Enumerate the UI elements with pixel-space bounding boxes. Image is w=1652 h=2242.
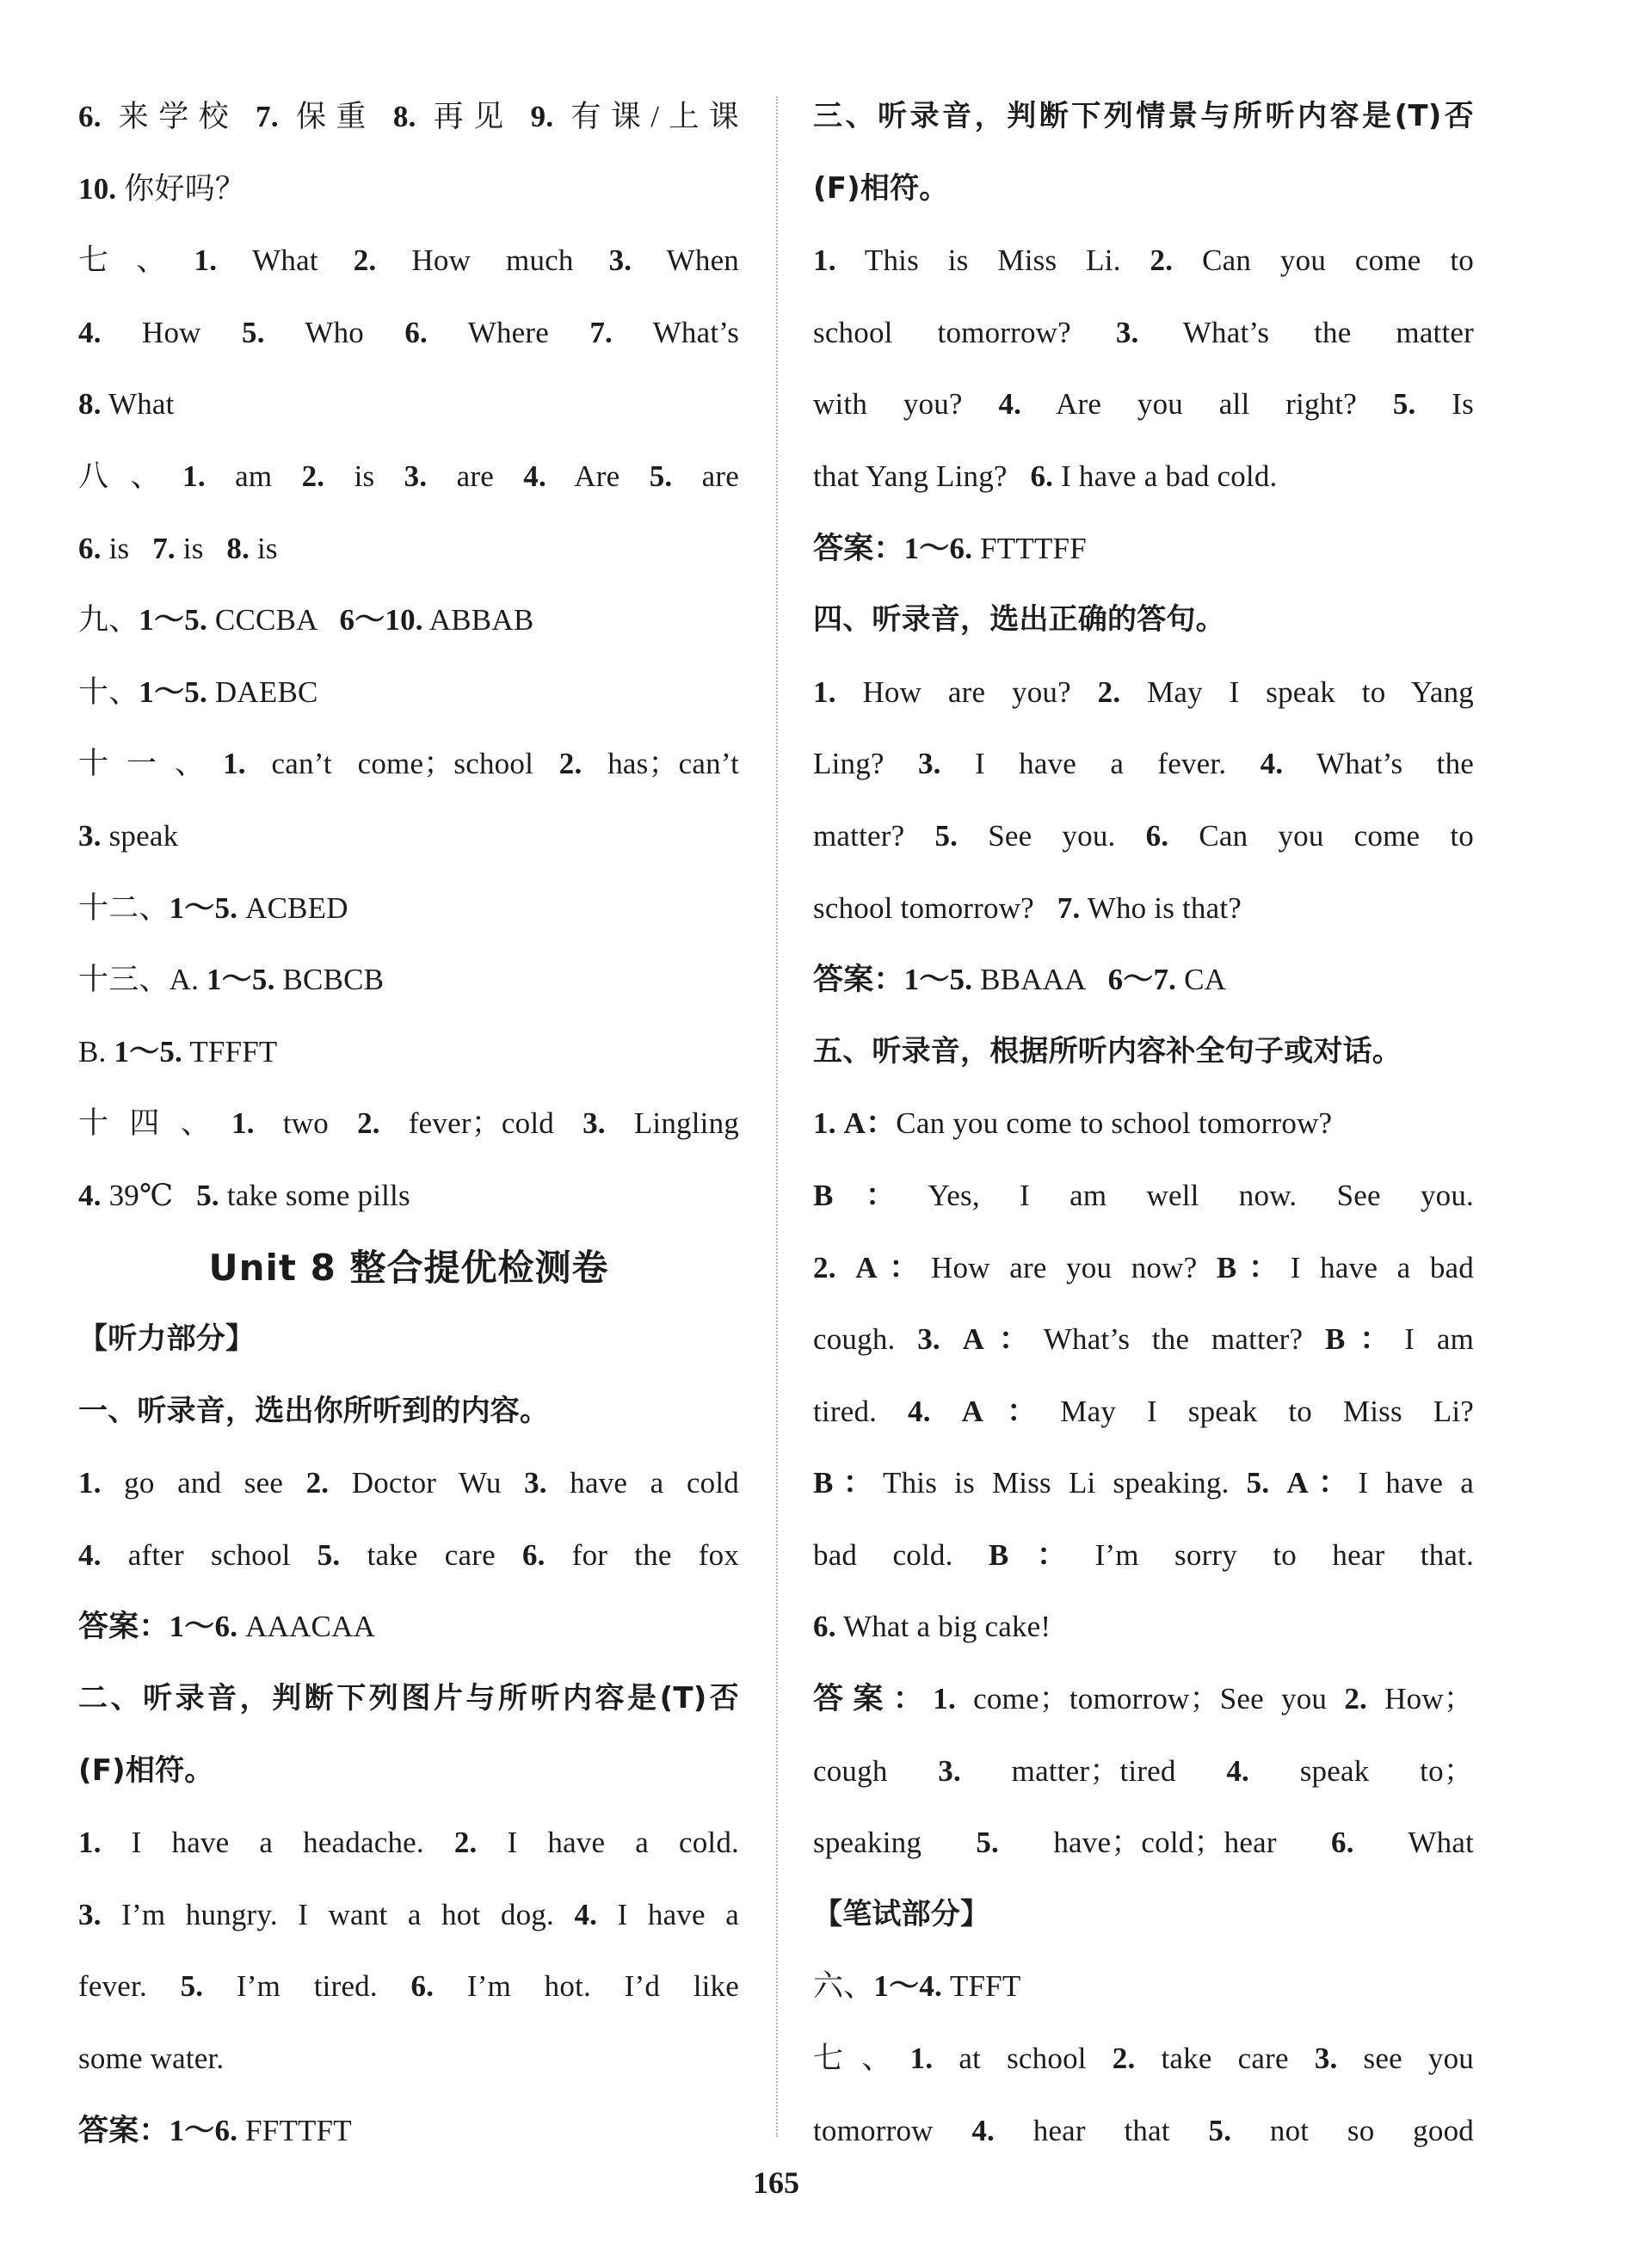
item-number: 4. — [1260, 747, 1284, 781]
answer-line: B：This is Miss Li speaking. 5. A：I have a — [813, 1466, 1474, 1500]
item-number: 2. — [1112, 2042, 1136, 2076]
answer-line: with you? 4. Are you all right? 5. Is — [813, 387, 1474, 422]
answer-line: that Yang Ling? 6. I have a bad cold. — [813, 459, 1278, 493]
answer-line: school tomorrow? 3. What’s the matter — [813, 315, 1474, 349]
item-number: 3. — [917, 747, 941, 781]
answer-line: speaking 5. have；cold；hear 6. What — [813, 1826, 1474, 1860]
section-heading: 一、听录音，选出你所听到的内容。 — [78, 1393, 550, 1428]
item-number: 2. — [301, 459, 325, 493]
item-number: 2. — [1344, 1682, 1367, 1716]
answer-line: B. 1～5. TFFFT — [78, 1034, 278, 1069]
item-number: 7. — [589, 315, 613, 349]
answer-line: 3. speak — [78, 818, 179, 853]
item-number: 2. — [1150, 243, 1174, 278]
item-number: B： — [813, 1466, 884, 1500]
item-number: 答案： — [78, 1610, 170, 1644]
answer-line: 十四、1. two 2. fever；cold 3. Lingling — [78, 1106, 739, 1141]
answer-line: B：Yes, I am well now. See you. — [813, 1178, 1474, 1212]
item-number: 3. — [78, 1897, 102, 1931]
item-number: 2. — [353, 243, 377, 278]
answer-line: 十二、1～5. ACBED — [78, 890, 348, 925]
answer-line: school tomorrow? 7. Who is that? — [813, 890, 1242, 925]
item-number: 6. — [1030, 459, 1054, 493]
item-number: 5. — [976, 1826, 1000, 1860]
section-heading: 五、听录音，根据所听内容补全句子或对话。 — [813, 1033, 1402, 1069]
answer-line: 8. What — [78, 387, 175, 422]
item-number: 1～5. — [903, 963, 973, 997]
item-number: B： — [813, 1178, 928, 1212]
item-number: 6. — [410, 1969, 435, 2004]
item-number: 3. — [583, 1106, 606, 1141]
answer-line: 1. I have a headache. 2. I have a cold. — [78, 1826, 739, 1860]
unit-title: Unit 8 整合提优检测卷 — [208, 1246, 609, 1289]
item-number: 1～6. — [903, 531, 973, 565]
section-heading: 二、听录音，判断下列图片与所听内容是(T)否 — [78, 1681, 739, 1716]
item-number: 5. — [649, 459, 673, 493]
item-number: 答案： — [813, 531, 904, 565]
answer-line: 3. I’m hungry. I want a hot dog. 4. I have a — [78, 1897, 739, 1931]
answer-line: matter? 5. See you. 6. Can you come to — [813, 818, 1474, 853]
item-number: 1. — [813, 1106, 836, 1141]
answer-line: 1. go and see 2. Doctor Wu 3. have a cold — [78, 1466, 739, 1500]
item-number: 8. — [226, 531, 250, 565]
left-column — [78, 81, 739, 2166]
item-number: 4. — [78, 315, 102, 349]
answer-line: tomorrow 4. hear that 5. not so good — [813, 2113, 1474, 2147]
item-number: 1～6. — [169, 1610, 238, 1644]
answer-line: 6. is 7. is 8. is — [78, 531, 278, 565]
item-number: 1. — [813, 674, 836, 709]
item-number: B： — [988, 1537, 1095, 1572]
answer-line: bad cold. B：I’m sorry to hear that. — [813, 1537, 1474, 1572]
item-number: 1～5. — [139, 603, 207, 637]
answer-line: 七、1. What 2. How much 3. When — [78, 243, 739, 278]
answer-line: 十三、A. 1～5. BCBCB — [78, 963, 385, 997]
item-number: 8. — [78, 387, 102, 422]
item-number: 2. — [357, 1106, 380, 1141]
item-number: 4. — [1226, 1753, 1249, 1788]
item-number: 6. — [404, 315, 428, 349]
item-number: 7. — [256, 100, 279, 133]
answer-line: 答案：1～6. AAACAA — [78, 1610, 376, 1644]
answer-line: 十一、1. can’t come；school 2. has；can’t — [78, 747, 739, 781]
section-heading: 【笔试部分】 — [813, 1896, 990, 1931]
item-number: 4. — [574, 1897, 598, 1931]
item-number: 答案： — [813, 963, 904, 997]
answer-line: 10. 你好吗？ — [78, 171, 246, 206]
item-number: 5. — [934, 818, 959, 853]
section-heading: (F)相符。 — [813, 170, 949, 206]
item-number: 5. — [317, 1537, 341, 1572]
section-heading: (F)相符。 — [78, 1752, 214, 1788]
answer-line: 6. 来学校 7. 保重 8. 再见 9. 有课/上课 — [78, 100, 739, 133]
answer-line: 答案：1～6. FFTTFT — [78, 2113, 352, 2147]
item-number: A： — [961, 1394, 1061, 1428]
item-number: 4. — [971, 2113, 996, 2147]
item-number: 2. — [558, 747, 583, 781]
item-number: 1～5. — [114, 1034, 183, 1069]
item-number: 6. — [78, 100, 102, 133]
item-number: 1. — [182, 459, 206, 493]
answer-line: 1. A：Can you come to school tomorrow? — [813, 1106, 1333, 1141]
page-number: 165 — [753, 2165, 799, 2200]
answer-line: 4. How 5. Who 6. Where 7. What’s — [78, 315, 739, 349]
item-number: 6. — [1145, 818, 1169, 853]
item-number: 5. — [180, 1969, 204, 2004]
answer-line: 九、1～5. CCCBA 6～10. ABBAB — [78, 603, 534, 637]
answer-line: fever. 5. I’m tired. 6. I’m hot. I’d like — [78, 1969, 739, 2004]
item-number: 5. — [196, 1178, 219, 1212]
item-number: B： — [1324, 1322, 1405, 1357]
item-number: 1. — [933, 1682, 956, 1716]
item-number: 3. — [938, 1753, 961, 1788]
item-number: 4. — [998, 387, 1022, 422]
item-number: 6. — [813, 1610, 836, 1644]
answer-line: cough. 3. A：What’s the matter? B：I am — [813, 1322, 1474, 1357]
section-heading: 三、听录音，判断下列情景与所听内容是(T)否 — [813, 99, 1474, 133]
item-number: 2. — [305, 1466, 330, 1500]
item-number: 答案： — [78, 2113, 170, 2147]
section-heading: 四、听录音，选出正确的答句。 — [813, 602, 1225, 637]
item-number: 5. — [242, 315, 265, 349]
item-number: 4. — [78, 1178, 102, 1212]
answer-line: tired. 4. A：May I speak to Miss Li? — [813, 1394, 1474, 1428]
item-number: A： — [962, 1322, 1044, 1357]
item-number: 2. — [453, 1826, 478, 1860]
answer-line: 八、1. am 2. is 3. are 4. Are 5. are — [78, 459, 739, 493]
item-number: 1. — [78, 1826, 102, 1860]
item-number: 6. — [78, 531, 102, 565]
item-number: 答案： — [813, 1682, 934, 1716]
answer-line: cough 3. matter；tired 4. speak to； — [813, 1753, 1474, 1788]
item-number: 4. — [908, 1394, 931, 1428]
answer-line: Ling? 3. I have a fever. 4. What’s the — [813, 747, 1474, 781]
item-number: 1～6. — [169, 2113, 238, 2147]
item-number: A： — [1286, 1466, 1359, 1500]
answer-line: 1. This is Miss Li. 2. Can you come to — [813, 243, 1474, 278]
answer-line: 1. How are you? 2. May I speak to Yang — [813, 674, 1474, 709]
item-number: 4. — [523, 459, 546, 493]
item-number: 3. — [404, 459, 428, 493]
item-number: 6. — [1331, 1826, 1354, 1860]
item-number: 3. — [78, 818, 102, 853]
answer-line: 答案：1. come；tomorrow；See you 2. How； — [813, 1682, 1474, 1716]
answer-line: 答案：1～5. BBAAA 6～7. CA — [813, 963, 1227, 997]
item-number: 1. — [909, 2042, 934, 2076]
item-number: 3. — [1115, 315, 1139, 349]
answer-line: 六、1～4. TFFT — [813, 1969, 1021, 2004]
item-number: 5. — [1208, 2113, 1232, 2147]
item-number: 1～5. — [139, 674, 207, 709]
answer-line: 6. What a big cake! — [813, 1610, 1051, 1644]
section-heading: 【听力部分】 — [78, 1321, 256, 1357]
item-number: 1～4. — [873, 1969, 942, 2004]
answer-line: 4. 39℃ 5. take some pills — [78, 1178, 410, 1212]
column-divider — [776, 96, 778, 2137]
answer-line: 2. A：How are you now? B：I have a bad — [813, 1250, 1474, 1284]
item-number: 1～5. — [169, 890, 238, 925]
item-number: 5. — [1246, 1466, 1270, 1500]
item-number: 1. — [223, 747, 246, 781]
item-number: 1. — [231, 1106, 255, 1141]
answer-line: some water. — [78, 2042, 225, 2076]
item-number: 6～10. — [339, 603, 423, 637]
item-number: 3. — [1314, 2042, 1338, 2076]
item-number: 6～7. — [1107, 963, 1177, 997]
item-number: 1. — [813, 243, 836, 278]
answer-line: 七、1. at school 2. take care 3. see you — [813, 2042, 1474, 2076]
item-number: 7. — [152, 531, 176, 565]
item-number: 3. — [608, 243, 632, 278]
item-number: 3. — [917, 1322, 940, 1357]
item-number: 9. — [530, 100, 554, 133]
item-number: B： — [1216, 1250, 1291, 1284]
item-number: 1～5. — [206, 963, 275, 997]
item-number: 5. — [1392, 387, 1416, 422]
item-number: 2. — [813, 1250, 836, 1284]
item-number: 1. — [78, 1466, 102, 1500]
item-number: A： — [855, 1250, 932, 1284]
answer-line: 答案：1～6. FTTTFF — [813, 531, 1087, 565]
item-number: 8. — [392, 100, 416, 133]
item-number: 7. — [1057, 890, 1081, 925]
answer-line: 十、1～5. DAEBC — [78, 674, 318, 709]
item-number: 6. — [521, 1537, 546, 1572]
item-number: A： — [843, 1106, 897, 1141]
item-number: 4. — [78, 1537, 102, 1572]
item-number: 3. — [524, 1466, 547, 1500]
right-column — [813, 81, 1474, 2166]
item-number: 10. — [78, 171, 117, 206]
answer-line: 4. after school 5. take care 6. for the fox — [78, 1537, 739, 1572]
item-number: 2. — [1097, 674, 1121, 709]
item-number: 1. — [194, 243, 218, 278]
